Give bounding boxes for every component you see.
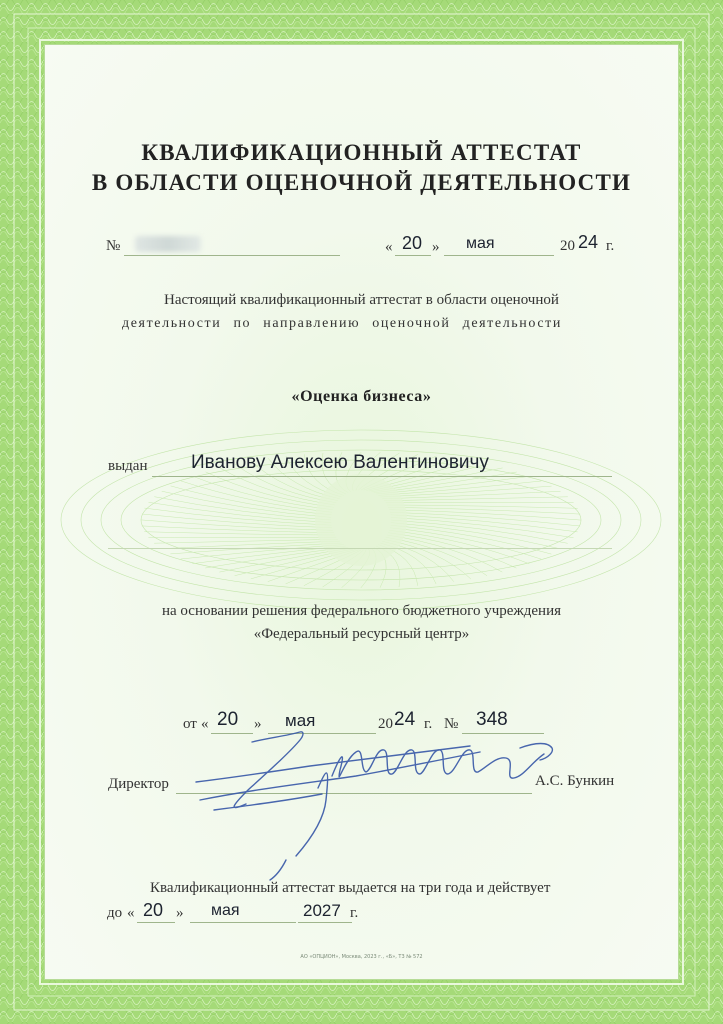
issue-date-open-quote: « bbox=[385, 239, 393, 255]
holder-underline bbox=[152, 476, 612, 477]
valuation-direction: «Оценка бизнеса» bbox=[291, 388, 432, 405]
issue-date-year-prefix: 20 bbox=[560, 238, 575, 254]
signature-underline bbox=[176, 793, 532, 794]
issue-date-year-suffix: 24 bbox=[578, 232, 599, 252]
valid-until-day: 20 bbox=[143, 900, 164, 920]
valid-until-day-underline bbox=[137, 922, 175, 923]
valid-until-year-abbr: г. bbox=[350, 905, 359, 921]
decision-number-label: № bbox=[444, 716, 459, 732]
basis-line1: на основании решения федерального бюджетного учреждения bbox=[161, 603, 562, 619]
decision-day-underline bbox=[211, 733, 253, 734]
valid-until-month-underline bbox=[190, 922, 296, 923]
decision-open-quote: « bbox=[201, 716, 209, 732]
certificate-title-line2: В ОБЛАСТИ ОЦЕНОЧНОЙ ДЕЯТЕЛЬНОСТИ bbox=[91, 170, 632, 195]
statement-line1: Настоящий квалификационный аттестат в области оценочной bbox=[164, 292, 559, 308]
issue-date-month: мая bbox=[466, 235, 495, 252]
issued-to-label: выдан bbox=[108, 458, 148, 474]
statement-line2: деятельности по направлению оценочной деятельности bbox=[122, 316, 562, 331]
printer-imprint: АО «ОПЦИОН», Москва, 2023 г., «Б», Т3 № 572 bbox=[300, 954, 423, 960]
validity-line: Квалификационный аттестат выдается на три года и действует bbox=[150, 880, 551, 896]
issue-day-underline bbox=[395, 255, 431, 256]
issue-month-underline bbox=[444, 255, 554, 256]
valid-until-year-underline bbox=[298, 922, 352, 923]
decision-from-label: от bbox=[183, 716, 197, 732]
valid-until-label: до bbox=[107, 905, 123, 921]
decision-month: мая bbox=[285, 711, 316, 730]
valid-until-close-quote: » bbox=[176, 905, 184, 921]
valid-until-month: мая bbox=[211, 902, 240, 919]
number-label: № bbox=[106, 238, 121, 254]
holder-second-underline bbox=[108, 548, 612, 549]
basis-line2: «Федеральный ресурсный центр» bbox=[253, 626, 470, 642]
issue-date-day: 20 bbox=[402, 233, 423, 253]
issue-date-close-quote: » bbox=[432, 239, 440, 255]
director-name: А.С. Бункин bbox=[535, 773, 615, 789]
decision-year-abbr: г. bbox=[424, 716, 433, 732]
certificate-title-line1: КВАЛИФИКАЦИОННЫЙ АТТЕСТАТ bbox=[141, 140, 582, 165]
decision-month-underline bbox=[268, 733, 376, 734]
decision-year-prefix: 20 bbox=[378, 716, 393, 732]
valid-until-year: 2027 bbox=[303, 901, 341, 920]
decision-year-suffix: 24 bbox=[394, 709, 416, 730]
decision-day: 20 bbox=[217, 709, 239, 730]
decision-number-underline bbox=[462, 733, 544, 734]
holder-name: Иванову Алексею Валентиновичу bbox=[191, 452, 489, 473]
number-underline bbox=[124, 255, 340, 256]
decision-number: 348 bbox=[476, 709, 508, 730]
decision-close-quote: » bbox=[254, 716, 262, 732]
director-label: Директор bbox=[108, 776, 169, 792]
valid-until-open-quote: « bbox=[127, 905, 135, 921]
issue-date-year-abbr: г. bbox=[606, 238, 615, 254]
redacted-number bbox=[135, 236, 201, 252]
